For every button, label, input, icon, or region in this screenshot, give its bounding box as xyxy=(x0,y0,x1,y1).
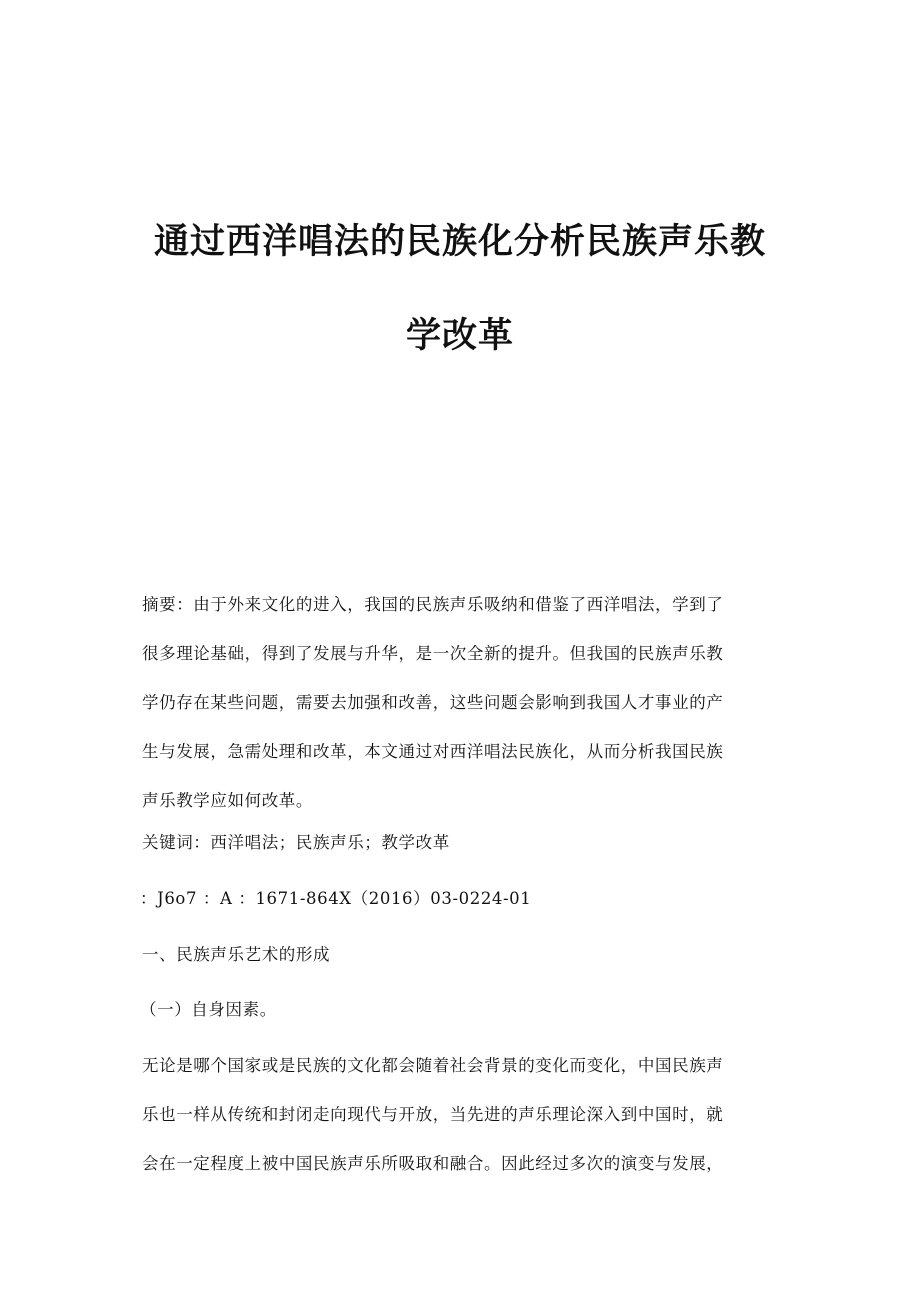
abstract-line: 学仍存在某些问题，需要去加强和改善，这些问题会影响到我国人才事业的产 xyxy=(142,693,724,712)
body-paragraph xyxy=(142,1041,782,1188)
section-heading: 一、民族声乐艺术的形成 xyxy=(142,945,331,964)
abstract-line: 很多理论基础，得到了发展与升华，是一次全新的提升。但我国的民族声乐教 xyxy=(142,644,724,663)
document-title-line-2: 学改革 xyxy=(405,315,514,356)
paragraph-line: 无论是哪个国家或是民族的文化都会随着社会背景的变化而变化，中国民族声 xyxy=(142,1056,724,1075)
keywords: 关键词：西洋唱法；民族声乐；教学改革 xyxy=(142,833,450,852)
document-title-line-1: 通过西洋唱法的民族化分析民族声乐教 xyxy=(153,221,766,262)
abstract-line: 摘要：由于外来文化的进入，我国的民族声乐吸纳和借鉴了西洋唱法，学到了 xyxy=(142,595,724,614)
abstract xyxy=(142,580,782,825)
abstract-line: 生与发展，急需处理和改革，本文通过对西洋唱法民族化，从而分析我国民族 xyxy=(142,742,724,761)
paragraph-line: 会在一定程度上被中国民族声乐所吸取和融合。因此经过多次的演变与发展， xyxy=(142,1154,724,1173)
subsection-heading: （一）自身因素。 xyxy=(140,1000,277,1019)
paragraph-line: 乐也一样从传统和封闭走向现代与开放，当先进的声乐理论深入到中国时，就 xyxy=(142,1105,724,1124)
classification-info: ：J6o7 ：A ：1671-864X（2016）03-0224-01 xyxy=(140,889,532,908)
abstract-line: 声乐教学应如何改革。 xyxy=(142,791,313,810)
